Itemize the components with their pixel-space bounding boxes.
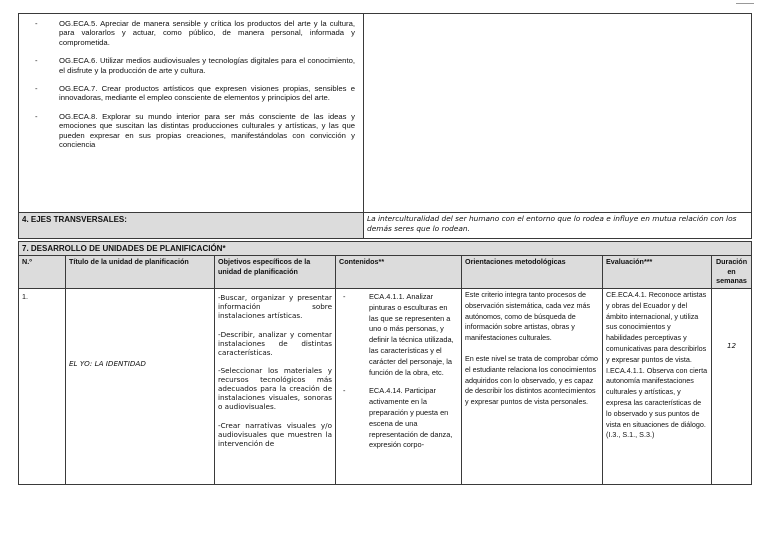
- orientation-paragraph: Este criterio integra tanto procesos de observación sistemática, cada vez más autónomos, como de búsqueda de información sobre artistas, obras y manifestaciones culturales.: [465, 290, 591, 343]
- objective-item: -Describir, analizar y comentar instalaciones de distintas características.: [218, 329, 332, 357]
- objectives-block: [18, 13, 752, 239]
- section-4-text: La interculturalidad del ser humano con el entorno que lo rodea e influye en mutua relación con los demás seres que lo rodean.: [364, 213, 752, 239]
- section-4-label: 4. EJES TRANSVERSALES:: [19, 213, 364, 239]
- unit-number: 1.: [19, 289, 66, 485]
- header-contents: Contenidos**: [336, 256, 462, 289]
- list-item: - OG.ECA.6. Utilizar medios audiovisuales y tecnologías digitales para el conocimiento, el disfrute y la producción de arte y cultura.: [35, 56, 355, 75]
- orientation-paragraph: En este nivel se trata de comprobar cómo el estudiante relaciona los conocimientos adquiridos con lo observado, y es capaz de describir los distintos acontecimientos y expresar puntos de vista personales.: [465, 353, 599, 407]
- objective-item: -Crear narrativas visuales y/o audiovisuales que muestren la intervención de: [218, 420, 332, 448]
- evaluation-cell: CE.ECA.4.1. Reconoce artistas y obras del Ecuador y del ámbito internacional, y utiliza sus conocimientos y habilidades perceptivas y comunicativas para describirlos y expresar puntos de vista. I.ECA.4.1.1. Observa con cierta autonomía manifestaciones culturales y artísticas, y expresa las características de lo observado y sus puntos de vista en situaciones de diálogo. (I.3., S.1., S.3.): [603, 289, 712, 485]
- content-item: - ECA.4.1.1. Analizar pinturas o esculturas en las que se representen a uno o más personas, y definir la técnica utilizada, las características y el carácter del personaje, la función de la obra, etc.: [343, 292, 454, 377]
- list-dash: -: [35, 111, 38, 121]
- contents-cell: [336, 289, 462, 485]
- header-duration: Duración en semanas: [712, 256, 752, 289]
- header-orientations: Orientaciones metodológicas: [462, 256, 603, 289]
- content-item: - ECA.4.14. Participar activamente en la preparación y puesta en escena de una representación de danza, expresión corpo-: [343, 386, 453, 450]
- list-item: - OG.ECA.5. Apreciar de manera sensible y crítica los productos del arte y la cultura, para valorarlos y actuar, como público, de manera personal, informada y comprometida.: [35, 19, 355, 47]
- unit-title: EL YO: LA IDENTIDAD: [66, 289, 215, 485]
- objective-item: -Buscar, organizar y presentar información sobre instalaciones artísticas.: [218, 293, 332, 320]
- header-unit-title: Título de la unidad de planificación: [66, 256, 215, 289]
- list-dash: -: [35, 19, 38, 28]
- list-dash: -: [35, 56, 38, 66]
- general-objectives-list: [19, 14, 363, 149]
- list-item: - OG.ECA.8. Explorar su mundo interior para ser más consciente de las ideas y emociones que suscitan las distintas producciones culturales y artísticas, y las que pueden expresar en sus propias creaciones, manifestándolas con convicción y conciencia: [35, 111, 355, 150]
- list-dash: -: [343, 386, 346, 396]
- duration-weeks: 12: [712, 289, 752, 485]
- section-7-title: 7. DESARROLLO DE UNIDADES DE PLANIFICACIÓN*: [19, 242, 752, 256]
- header-evaluation: Evaluación***: [603, 256, 712, 289]
- empty-cell: [364, 14, 752, 213]
- header-objectives: Objetivos específicos de la unidad de planificación: [215, 256, 336, 289]
- orientations-cell: [462, 289, 603, 485]
- list-dash: -: [343, 292, 346, 301]
- corner-mark: [736, 3, 754, 4]
- planning-table: [18, 241, 752, 485]
- specific-objectives-cell: [215, 289, 336, 485]
- list-item: - OG.ECA.7. Crear productos artísticos que expresen visiones propias, sensibles e innovadoras, mediante el empleo consciente de elementos y principios del arte.: [35, 84, 355, 103]
- general-objectives-cell: [19, 14, 364, 213]
- header-num: N.º: [19, 256, 66, 289]
- objective-item: -Seleccionar los materiales y recursos tecnológicos más adecuados para la creación de instalaciones visuales, sonoras o audiovisuales.: [218, 366, 332, 412]
- list-dash: -: [35, 84, 38, 94]
